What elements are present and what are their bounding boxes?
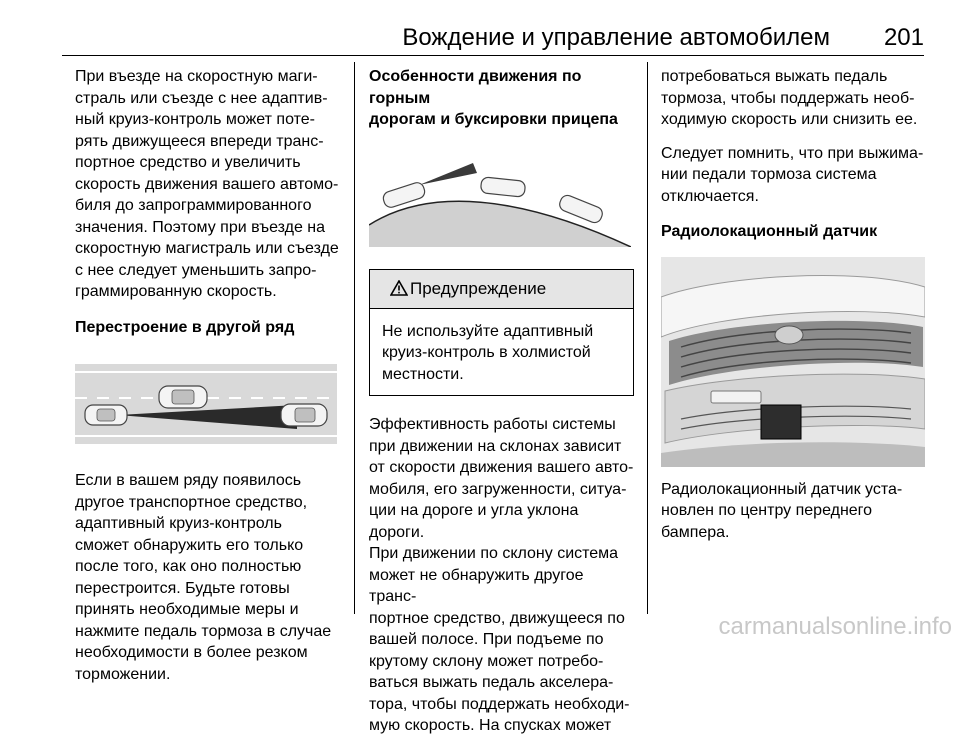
column-middle bbox=[369, 66, 634, 749]
column-right bbox=[661, 66, 933, 555]
radar-sensor-photo bbox=[661, 257, 925, 467]
intro-paragraph: При въезде на скоростную маги- страль или съезде с нее адаптив- ный круиз-контроль может поте- рять движущееся впереди транс- портное средство и увеличить скорость движения вашего автомо- биля до запрограммированного значения. Поэтому при въезде на скоростную магистраль или съезде с нее следует уменьшить запро- граммированную скорость. bbox=[75, 68, 339, 300]
watermark: carmanualsonline.info bbox=[718, 613, 952, 640]
radar-sensor bbox=[761, 405, 801, 439]
column-left bbox=[75, 66, 347, 697]
own-car bbox=[281, 404, 327, 426]
warning-title: Предупреждение bbox=[410, 278, 547, 298]
hill-driving-illustration bbox=[369, 147, 631, 247]
car-changing-lane bbox=[159, 386, 207, 408]
page-number: 201 bbox=[883, 24, 924, 51]
lane-change-paragraph: Если в вашем ряду появилось другое транспортное средство, адаптивный круиз-контроль сможет обнаружить его только после того, как оно полностью перестроится. Будьте готовы принять необходимые меры и нажмите педаль тормоза в случае необходимости в более резком торможении. bbox=[75, 472, 332, 683]
column-divider-2 bbox=[647, 62, 648, 614]
mountain-roads-heading: Особенности движения по горным дорогам и буксировки прицепа bbox=[369, 68, 618, 128]
lane-change-illustration bbox=[75, 358, 337, 450]
radar-caption: Радиолокационный датчик уста- новлен по центру переднего бампера. bbox=[661, 480, 903, 541]
warning-text: Не используйте адаптивный круиз-контроль в холмистой местности. bbox=[382, 322, 594, 383]
radar-sensor-heading: Радиолокационный датчик bbox=[661, 223, 878, 240]
hills-paragraph: Эффективность работы системы при движении на склонах зависит от скорости движения вашего авто- мобиля, его загруженности, ситуа- ции на дороге и угла уклона дороги. При движении по склону система может не обнаружить другое транс- портное средство, движущееся по вашей полосе. При подъеме по крутому склону может потребо- ваться выжать педаль акселера- тора, чтобы поддержать необходи- мую скорость. На спусках может bbox=[369, 416, 634, 734]
warning-triangle-icon bbox=[390, 280, 408, 296]
brake-note-paragraph: Следует помнить, что при выжима- нии педали тормоза система отключается. bbox=[661, 144, 924, 205]
car-ahead-left bbox=[85, 405, 127, 425]
lane-change-heading: Перестроение в другой ряд bbox=[75, 318, 295, 336]
warning-box bbox=[369, 269, 634, 397]
continued-paragraph: потребоваться выжать педаль тормоза, чтобы поддержать необ- ходимую скорость или снизить ее. bbox=[661, 68, 918, 128]
warning-header bbox=[370, 270, 633, 309]
page-header bbox=[0, 0, 960, 56]
column-divider-1 bbox=[354, 62, 355, 614]
page-title: Вождение и управление автомобилем bbox=[402, 24, 830, 51]
header-rule bbox=[62, 55, 924, 56]
